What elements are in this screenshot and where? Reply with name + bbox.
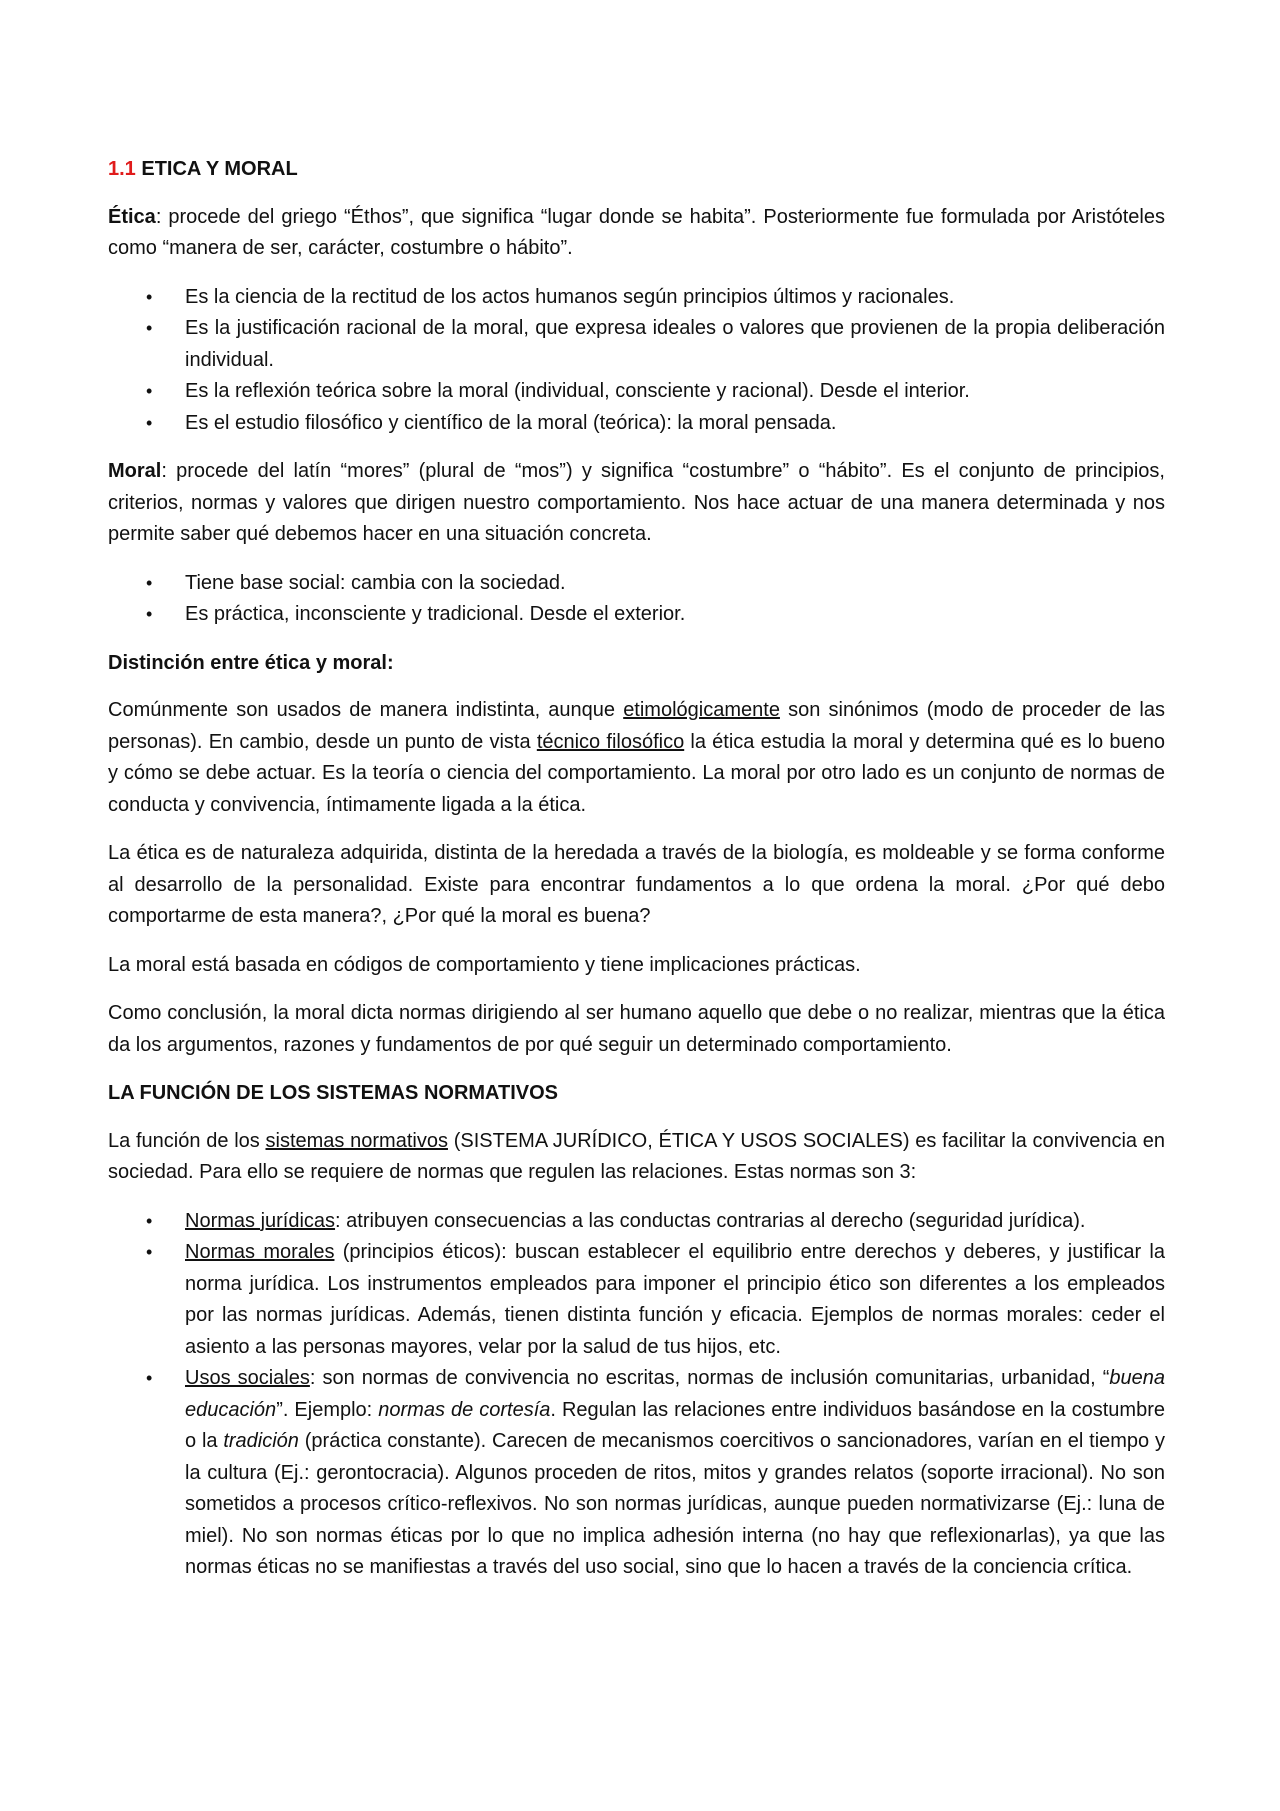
list-item	[108, 408, 1165, 440]
underlined-term: sistemas normativos	[265, 1129, 448, 1152]
funcion-heading: LA FUNCIÓN DE LOS SISTEMAS NORMATIVOS	[108, 1082, 559, 1104]
text-run: (SISTEMA JURÍDICO, ÉTICA Y USOS SOCIALES) es facilitar la convivencia en sociedad. Para ello se requiere de normas que regulen las relaciones. Estas normas son 3:	[108, 1129, 1165, 1183]
list-item-text: Es práctica, inconsciente y tradicional. Desde el exterior.	[185, 603, 686, 625]
text-run: Comúnmente son usados de manera indistinta, aunque	[108, 699, 624, 721]
moral-bullet-list	[108, 568, 1165, 631]
etica-bullet-list	[108, 282, 1165, 440]
normas-bullet-list	[108, 1206, 1165, 1584]
text-run: . Regulan las relaciones entre individuos basándose en la costumbre o la	[185, 1398, 1165, 1452]
moral-text: : procede del latín “mores” (plural de “mos”) y significa “costumbre” o “hábito”. Es el conjunto de principios, criterios, normas y valores que dirigen nuestro comportamiento. Nos hace actuar de una manera determinada y nos permite saber qué debemos hacer en una situación concreta.	[108, 460, 1165, 545]
distincion-paragraph-1	[108, 695, 1165, 821]
etica-term: Ética	[108, 205, 156, 228]
bullet-icon: •	[146, 1210, 153, 1231]
etica-text: : procede del griego “Éthos”, que significa “lugar donde se habita”. Posteriormente fue formulada por Aristóteles como “manera de ser, carácter, costumbre o hábito”.	[108, 205, 1165, 259]
underlined-term: Usos sociales	[185, 1367, 310, 1389]
text-run: (principios éticos): buscan establecer el equilibrio entre derechos y deberes, y justificar la norma jurídica. Los instrumentos empleados para imponer el principio ético son diferentes a los empleados por las normas jurídicas. Además, tienen distinta función y eficacia. Ejemplos de normas morales: ceder el asiento a las personas mayores, velar por la salud de tus hijos, etc.	[185, 1241, 1165, 1358]
moral-definition	[108, 456, 1165, 551]
list-item	[108, 1206, 1165, 1238]
underlined-term: Normas jurídicas	[185, 1209, 336, 1232]
bullet-icon: •	[146, 318, 153, 338]
bullet-icon: •	[146, 286, 153, 307]
distincion-heading: Distinción entre ética y moral:	[108, 651, 394, 674]
underlined-term: técnico filosófico	[536, 730, 685, 753]
bullet-icon: •	[146, 572, 153, 593]
list-item-text: Es la justificación racional de la moral, que expresa ideales o valores que provienen de la propia deliberación individual.	[185, 317, 1165, 371]
funcion-intro	[108, 1126, 1165, 1189]
list-item-text: Es la ciencia de la rectitud de los actos humanos según principios últimos y racionales.	[185, 285, 955, 308]
etica-definition	[108, 202, 1165, 265]
list-item	[108, 599, 1165, 631]
text-run: ”. Ejemplo:	[276, 1398, 379, 1421]
section-heading	[108, 154, 1165, 186]
distincion-paragraph-3: La moral está basada en códigos de comportamiento y tiene implicaciones prácticas.	[108, 953, 861, 976]
text-run: La función de los	[108, 1129, 266, 1152]
list-item	[108, 282, 1165, 314]
section-title: ETICA Y MORAL	[135, 158, 298, 180]
moral-term: Moral	[108, 460, 162, 482]
underlined-term: etimológicamente	[623, 699, 780, 721]
text-run: : atribuyen consecuencias a las conductas contrarias al derecho (seguridad jurídica).	[335, 1209, 1086, 1232]
bullet-icon: •	[146, 604, 153, 624]
bullet-icon: •	[146, 1368, 153, 1388]
section-number: 1.1	[108, 158, 136, 180]
italic-term: normas de cortesía	[378, 1398, 551, 1421]
list-item-text: Tiene base social: cambia con la sociedad.	[185, 571, 566, 594]
text-run: son sinónimos (modo de proceder de las personas). En cambio, desde un punto de vista	[108, 699, 1165, 753]
bullet-icon: •	[146, 412, 153, 433]
bullet-icon: •	[146, 381, 153, 401]
italic-term: buena educación	[185, 1367, 1165, 1421]
distincion-paragraph-2: La ética es de naturaleza adquirida, distinta de la heredada a través de la biología, es moldeable y se forma conforme al desarrollo de la personalidad. Existe para encontrar fundamentos a lo que ordena la moral. ¿Por qué debo comportarme de esta manera?, ¿Por qué la moral es buena?	[108, 842, 1165, 927]
list-item	[108, 1237, 1165, 1363]
text-run: : son normas de convivencia no escritas, normas de inclusión comunitarias, urbanidad, “	[309, 1367, 1110, 1389]
list-item-text: Es la reflexión teórica sobre la moral (individual, consciente y racional). Desde el interior.	[185, 380, 970, 402]
list-item	[108, 1363, 1165, 1584]
underlined-term: Normas morales	[185, 1241, 335, 1263]
list-item	[108, 376, 1165, 408]
list-item-text: Es el estudio filosófico y científico de la moral (teórica): la moral pensada.	[185, 411, 837, 434]
text-run: (práctica constante). Carecen de mecanismos coercitivos o sancionadores, varían en el tiempo y la cultura (Ej.: gerontocracia). Algunos proceden de ritos, mitos y grandes relatos (soporte irracional). No son sometidos a procesos crítico-reflexivos. No son normas jurídicas, aunque pueden normativizarse (Ej.: luna de miel). No son normas éticas por lo que no implica adhesión interna (no hay que reflexionarlas), ya que las normas éticas no se manifiestas a través del uso social, sino que lo hacen a través de la conciencia crítica.	[185, 1430, 1165, 1578]
list-item	[108, 313, 1165, 376]
italic-term: tradición	[223, 1430, 299, 1452]
distincion-paragraph-4: Como conclusión, la moral dicta normas dirigiendo al ser humano aquello que debe o no realizar, mientras que la ética da los argumentos, razones y fundamentos de por qué seguir un determinado comportamiento.	[108, 1002, 1165, 1056]
text-run: la ética estudia la moral y determina qué es lo bueno y cómo se debe actuar. Es la teoría o ciencia del comportamiento. La moral por otro lado es un conjunto de normas de conducta y convivencia, íntimamente ligada a la ética.	[108, 730, 1165, 816]
list-item	[108, 568, 1165, 600]
bullet-icon: •	[146, 1242, 153, 1262]
